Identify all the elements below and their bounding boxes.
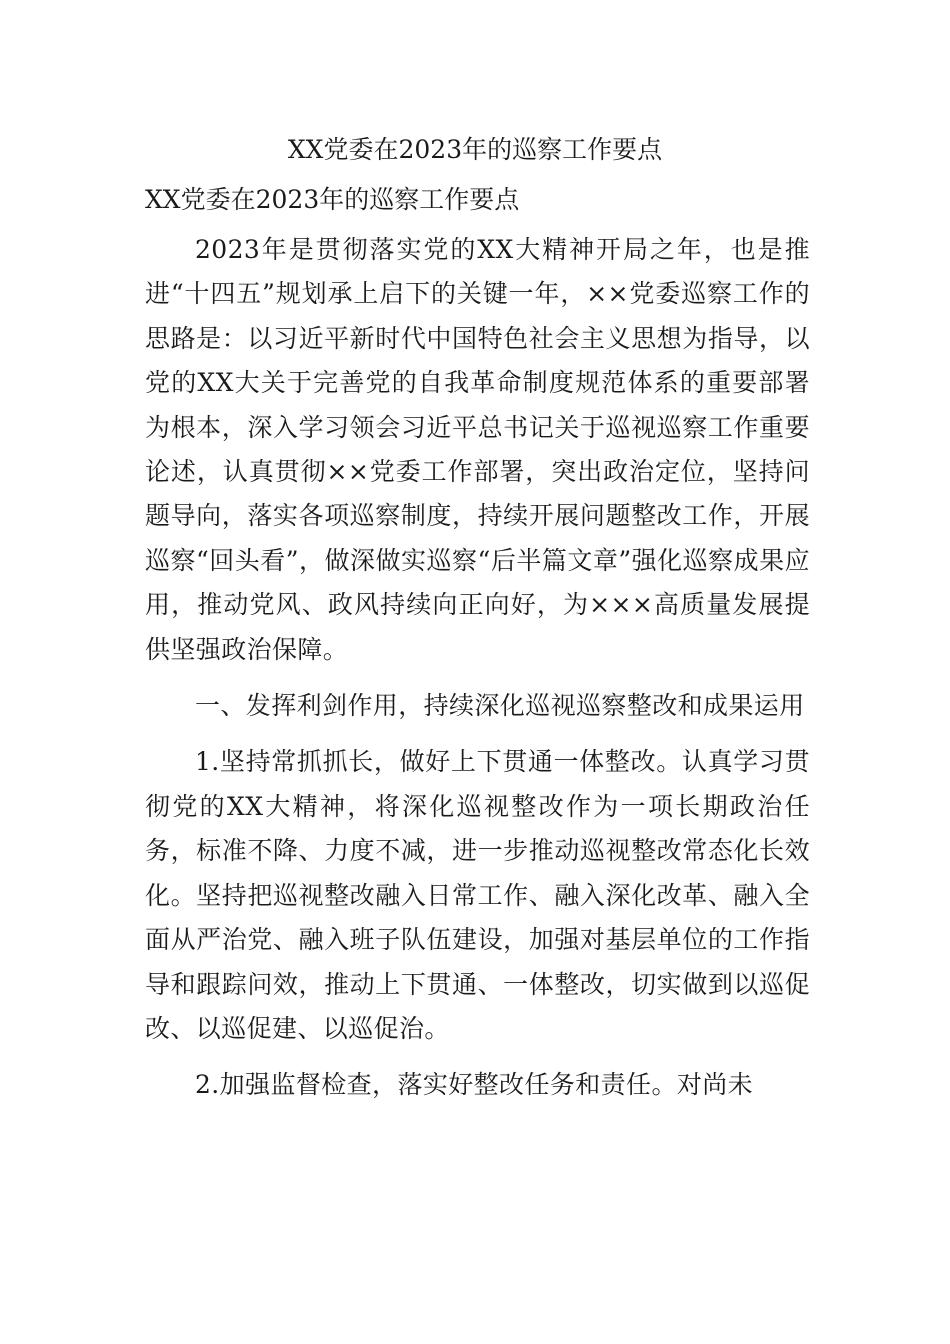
document-body	[145, 228, 810, 1108]
paragraph-intro: 2023年是贯彻落实党的XX大精神开局之年，也是推进“十四五”规划承上启下的关键一年，××党委巡察工作的思路是：以习近平新时代中国特色社会主义思想为指导，以党的XX大关于完善党的自我革命制度规范体系的重要部署为根本，深入学习领会习近平总书记关于巡视巡察工作重要论述，认真贯彻××党委工作部署，突出政治定位，坚持问题导向，落实各项巡察制度，持续开展问题整改工作，开展巡察“回头看”，做深做实巡察“后半篇文章”强化巡察成果应用，推动党风、政风持续向正向好，为×××高质量发展提供坚强政治保障。	[145, 235, 810, 664]
paragraph-item-2: 2.加强监督检查，落实好整改任务和责任。对尚未	[195, 1070, 754, 1100]
paragraph-item-1: 1.坚持常抓抓长，做好上下贯通一体整改。认真学习贯彻党的XX大精神，将深化巡视整改作为一项长期政治任务，标准不降、力度不减，进一步推动巡视整改常态化长效化。坚持把巡视整改融入日常工作、融入深化改革、融入全面从严治党、融入班子队伍建设，加强对基层单位的工作指导和跟踪问效，推动上下贯通、一体整改，切实做到以巡促改、以巡促建、以巡促治。	[145, 747, 810, 1043]
document-title: XX党委在2023年的巡察工作要点	[287, 135, 663, 164]
section-heading-1: 一、发挥利剑作用，持续深化巡视巡察整改和成果运用	[195, 691, 805, 721]
document-subtitle: XX党委在2023年的巡察工作要点	[145, 185, 520, 214]
